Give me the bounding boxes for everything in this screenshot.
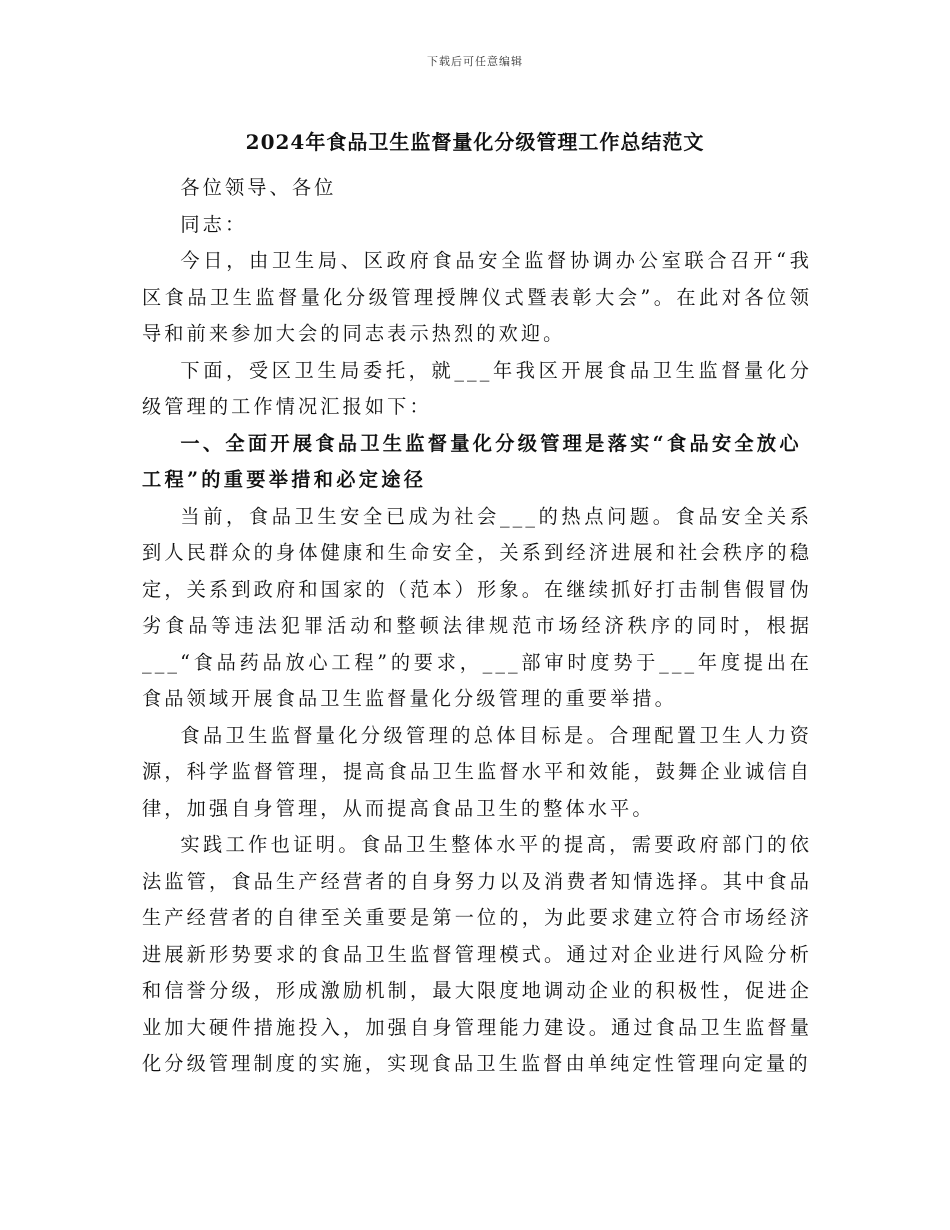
paragraph-1: 当前，食品卫生安全已成为社会___的热点问题。食品安全关系到人民群众的身体健康和生命安全，关系到经济进展和社会秩序的稳定，关系到政府和国家的（范本）形象。在继续抓好打击制售假冒伪劣食品等违法犯罪活动和整顿法律规范市场经济秩序的同时，根据___“食品药品放心工程”的要求，___部审时度势于___年度提出在食品领域开展食品卫生监督量化分级管理的重要举措。 <box>142 504 812 710</box>
section-heading-1-line-2: 工程”的重要举措和必定途径 <box>142 468 427 491</box>
document-title: 2024年食品卫生监督量化分级管理工作总结范文 <box>245 130 705 154</box>
section-heading-1-line-1: 一、全面开展食品卫生监督量化分级管理是落实“食品安全放心 <box>180 431 802 455</box>
paragraph-intro: 今日，由卫生局、区政府食品安全监督协调办公室联合召开“我区食品卫生监督量化分级管理授牌仪式暨表彰大会”。在此对各位领导和前来参加大会的同志表示热烈的欢迎。 <box>142 249 812 345</box>
paragraph-report: 下面，受区卫生局委托，就___年我区开展食品卫生监督量化分级管理的工作情况汇报如下： <box>142 358 812 418</box>
salutation-line-1: 各位领导、各位 <box>180 176 337 199</box>
paragraph-2: 食品卫生监督量化分级管理的总体目标是。合理配置卫生人力资源，科学监督管理，提高食品卫生监督水平和效能，鼓舞企业诚信自律，加强自身管理，从而提高食品卫生的整体水平。 <box>142 723 812 820</box>
salutation-line-2: 同志： <box>180 212 248 236</box>
document-body <box>142 170 812 1083</box>
paragraph-3: 实践工作也证明。食品卫生整体水平的提高，需要政府部门的依法监管，食品生产经营者的自身努力以及消费者知情选择。其中食品生产经营者的自律至关重要是第一位的，为此要求建立符合市场经济进展新形势要求的食品卫生监督管理模式。通过对企业进行风险分析和信誉分级，形成激励机制，最大限度地调动企业的积极性，促进企业加大硬件措施投入，加强自身管理能力建设。通过食品卫生监督量化分级管理制度的实施，实现食品卫生监督由单纯定性管理向定量的 <box>142 833 812 1075</box>
section-heading-1 <box>142 426 812 499</box>
page-header-note: 下载后可任意编辑 <box>427 55 523 68</box>
